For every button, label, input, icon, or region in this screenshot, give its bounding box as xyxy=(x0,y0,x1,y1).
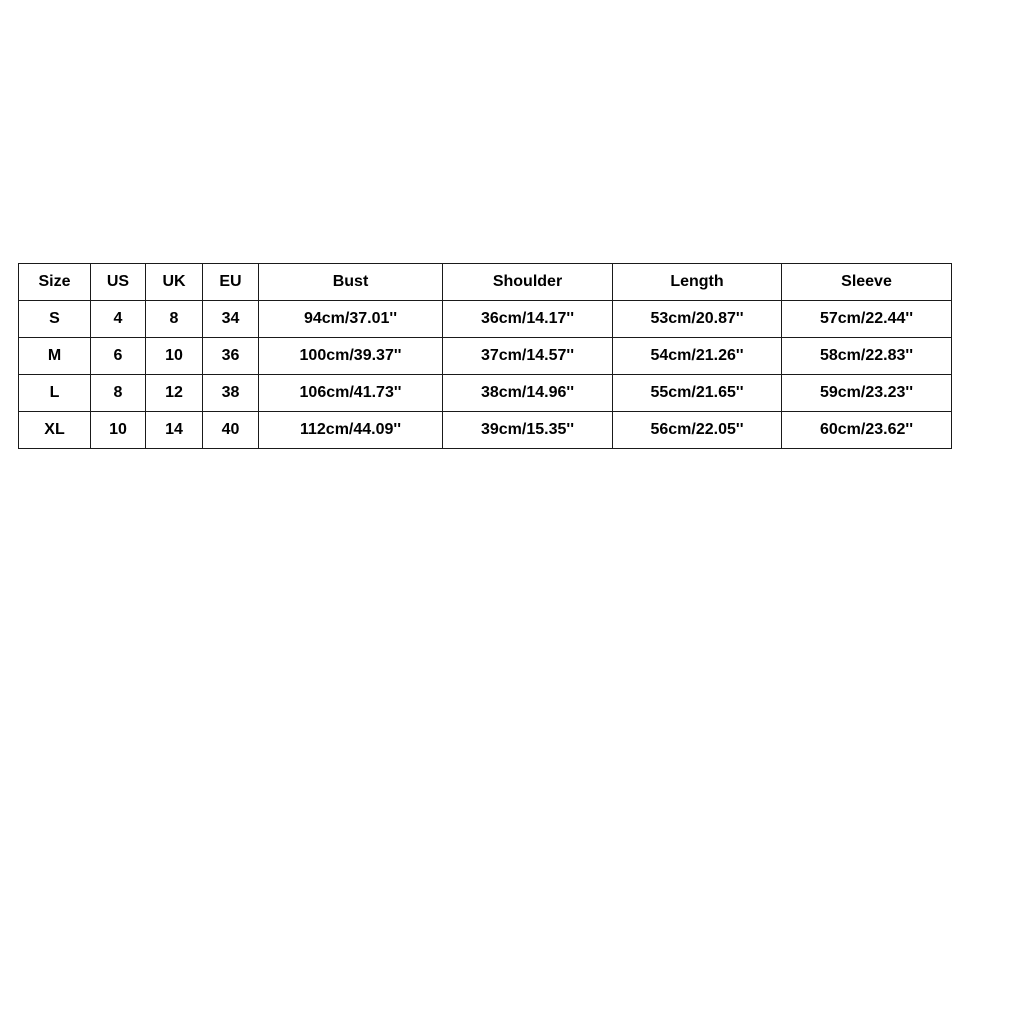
cell-sleeve: 60cm/23.62'' xyxy=(782,412,952,449)
cell-sleeve: 58cm/22.83'' xyxy=(782,338,952,375)
header-us: US xyxy=(91,264,146,301)
cell-length: 54cm/21.26'' xyxy=(613,338,782,375)
table-row xyxy=(19,301,952,338)
cell-length: 56cm/22.05'' xyxy=(613,412,782,449)
header-sleeve: Sleeve xyxy=(782,264,952,301)
cell-uk: 14 xyxy=(146,412,203,449)
cell-uk: 10 xyxy=(146,338,203,375)
header-bust: Bust xyxy=(259,264,443,301)
cell-size: M xyxy=(19,338,91,375)
cell-eu: 34 xyxy=(203,301,259,338)
table-row xyxy=(19,412,952,449)
cell-us: 4 xyxy=(91,301,146,338)
cell-eu: 38 xyxy=(203,375,259,412)
header-shoulder: Shoulder xyxy=(443,264,613,301)
cell-us: 8 xyxy=(91,375,146,412)
cell-size: L xyxy=(19,375,91,412)
header-uk: UK xyxy=(146,264,203,301)
cell-sleeve: 57cm/22.44'' xyxy=(782,301,952,338)
table-header-row xyxy=(19,264,952,301)
header-eu: EU xyxy=(203,264,259,301)
header-size: Size xyxy=(19,264,91,301)
cell-uk: 12 xyxy=(146,375,203,412)
cell-shoulder: 39cm/15.35'' xyxy=(443,412,613,449)
cell-bust: 94cm/37.01'' xyxy=(259,301,443,338)
header-length: Length xyxy=(613,264,782,301)
cell-sleeve: 59cm/23.23'' xyxy=(782,375,952,412)
cell-length: 53cm/20.87'' xyxy=(613,301,782,338)
table-row xyxy=(19,338,952,375)
cell-shoulder: 36cm/14.17'' xyxy=(443,301,613,338)
cell-bust: 100cm/39.37'' xyxy=(259,338,443,375)
cell-uk: 8 xyxy=(146,301,203,338)
cell-shoulder: 37cm/14.57'' xyxy=(443,338,613,375)
cell-eu: 40 xyxy=(203,412,259,449)
cell-us: 10 xyxy=(91,412,146,449)
cell-size: XL xyxy=(19,412,91,449)
cell-shoulder: 38cm/14.96'' xyxy=(443,375,613,412)
cell-bust: 112cm/44.09'' xyxy=(259,412,443,449)
cell-bust: 106cm/41.73'' xyxy=(259,375,443,412)
table-row xyxy=(19,375,952,412)
cell-size: S xyxy=(19,301,91,338)
cell-length: 55cm/21.65'' xyxy=(613,375,782,412)
cell-us: 6 xyxy=(91,338,146,375)
cell-eu: 36 xyxy=(203,338,259,375)
size-chart-table xyxy=(18,263,952,449)
